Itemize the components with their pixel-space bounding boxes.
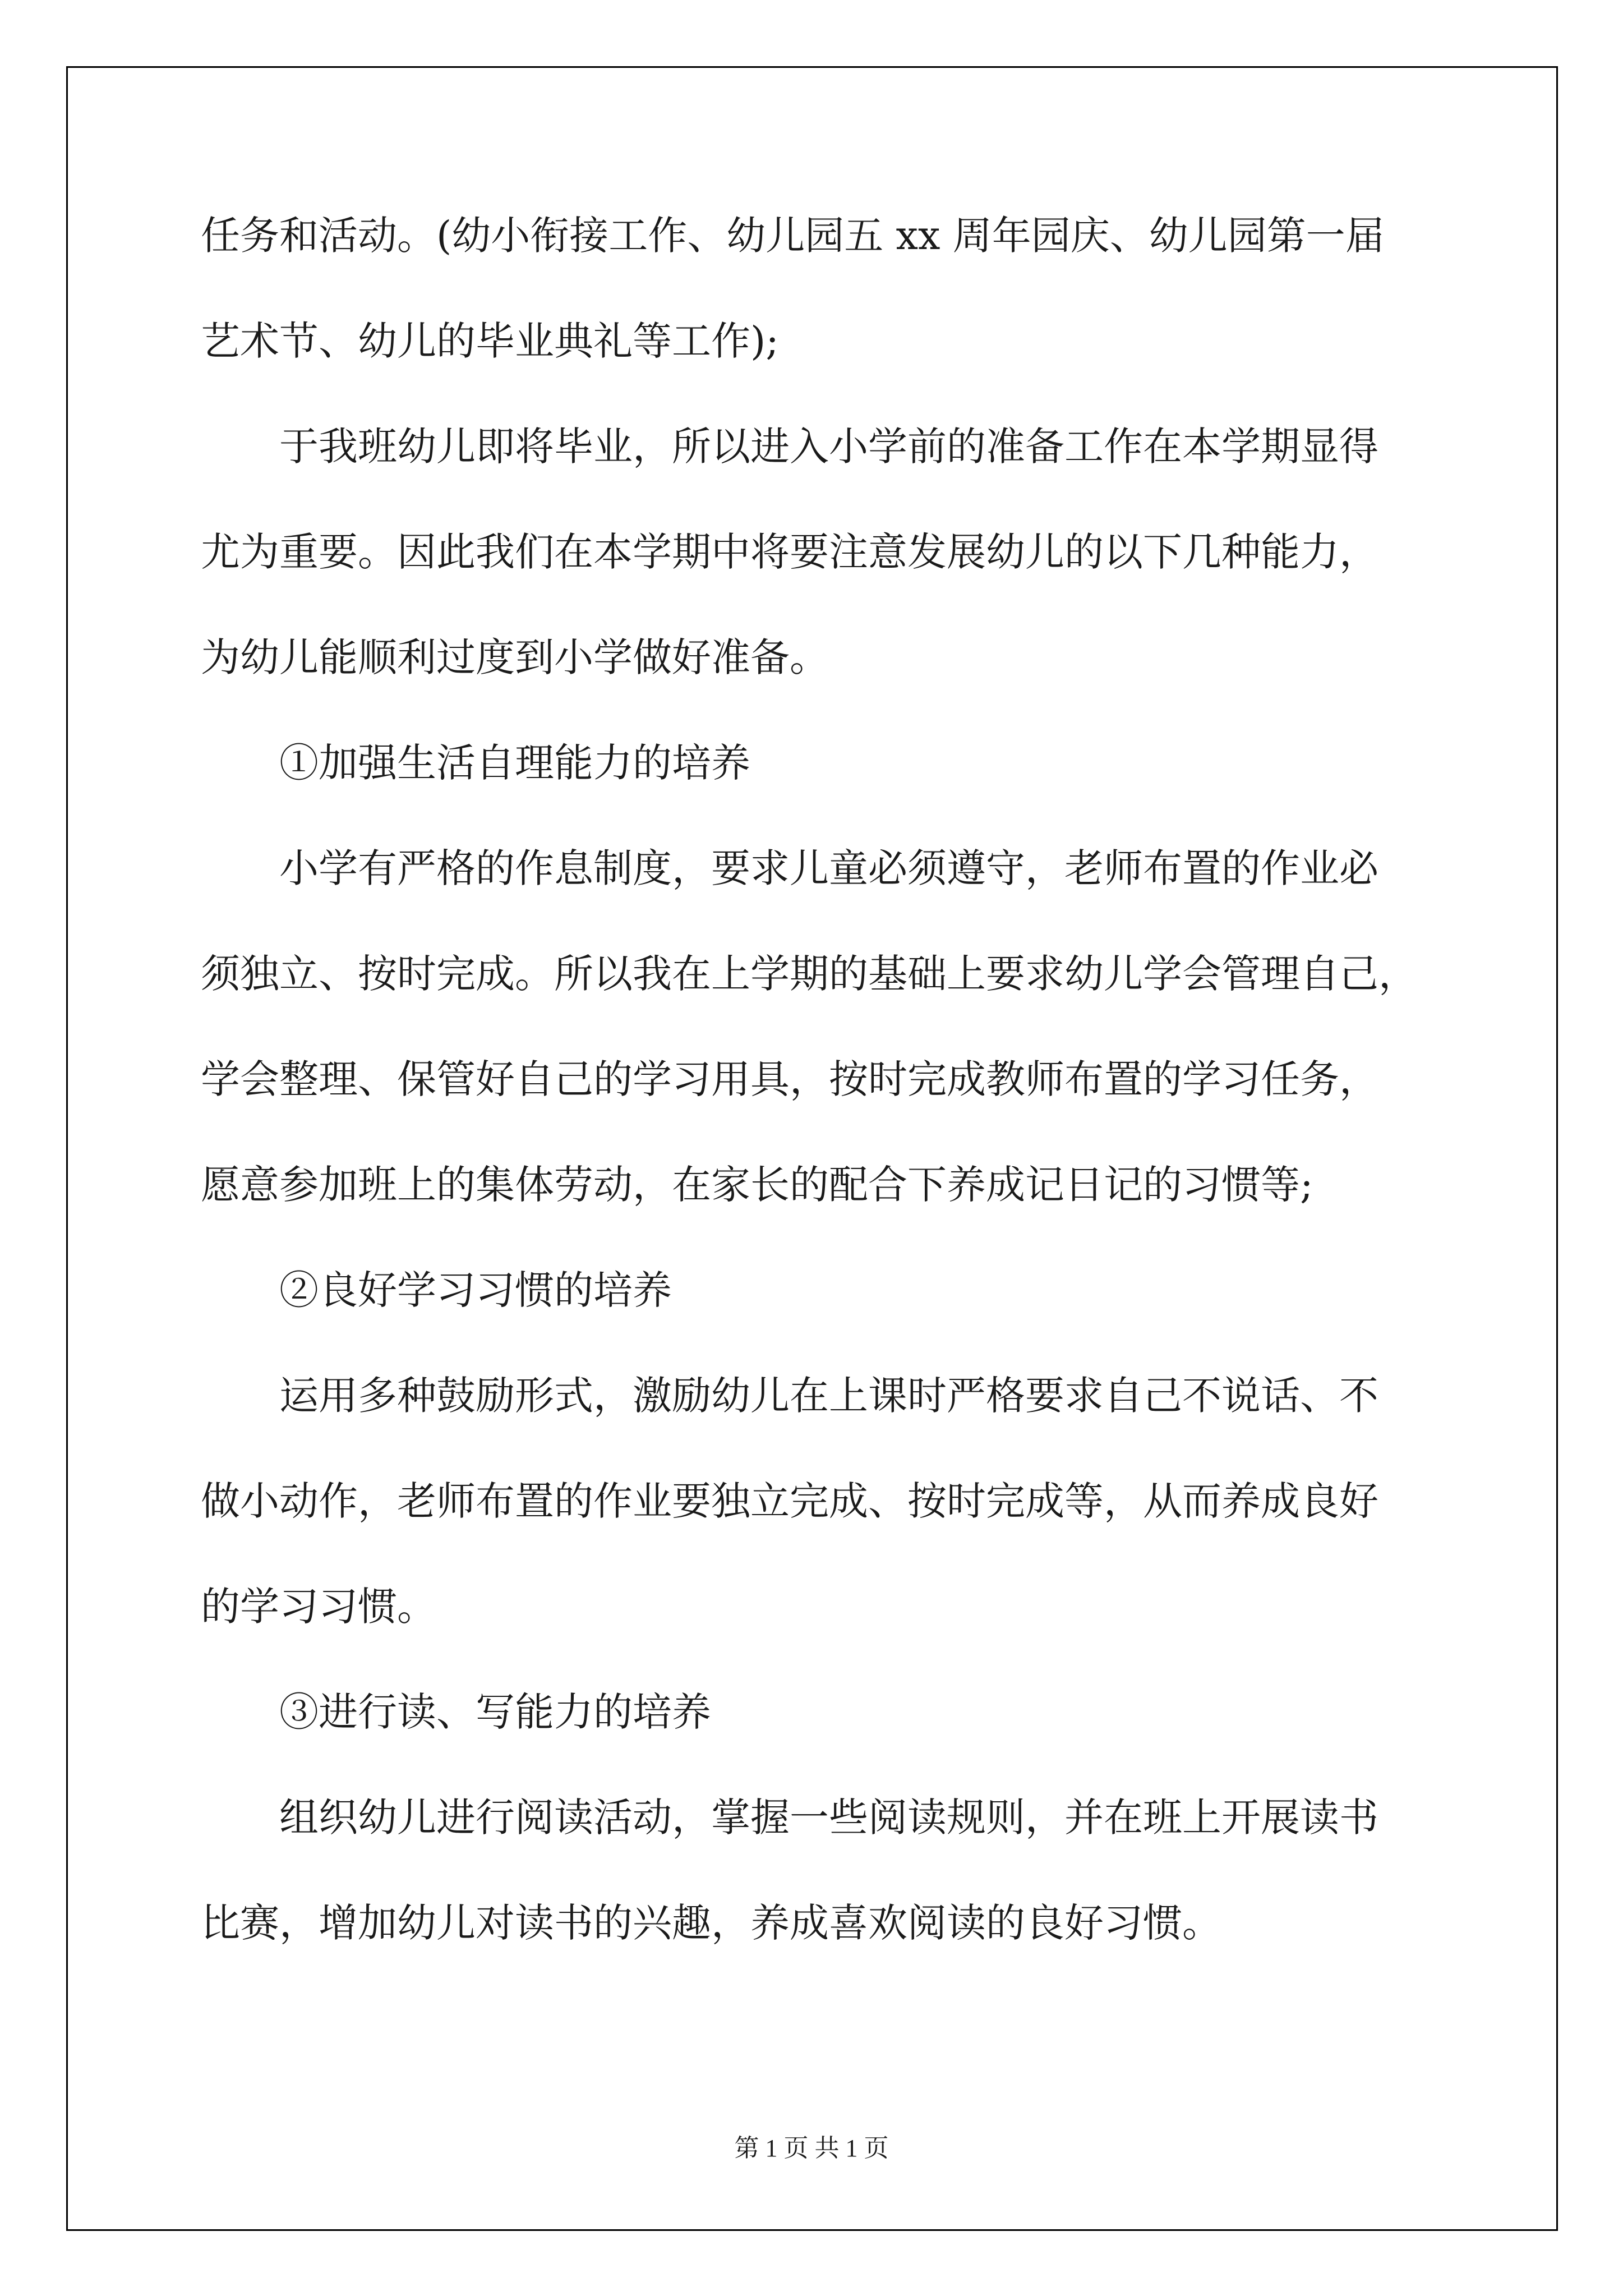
text-line: 为幼儿能顺利过度到小学做好准备。 <box>201 634 829 680</box>
text-line: 的学习习惯。 <box>201 1584 436 1630</box>
text-line: 任务和活动。(幼小衔接工作、幼儿园五 xx 周年园庆、幼儿园第一届 <box>201 213 1385 259</box>
text-line: 比赛，增加幼儿对读书的兴趣，养成喜欢阅读的良好习惯。 <box>201 1900 1221 1946</box>
paragraph-start-line: 小学有严格的作息制度，要求儿童必须遵守，老师布置的作业必 <box>279 845 1378 891</box>
section-heading-3: ③进行读、写能力的培养 <box>279 1689 711 1735</box>
text-line: 学会整理、保管好自己的学习用具，按时完成教师布置的学习任务， <box>201 1056 1378 1102</box>
section-heading-2: ②良好学习习惯的培养 <box>279 1267 672 1313</box>
section-heading-1: ①加强生活自理能力的培养 <box>279 740 750 786</box>
text-line: 做小动作，老师布置的作业要独立完成、按时完成等，从而养成良好 <box>201 1478 1378 1524</box>
text-line: 须独立、按时完成。所以我在上学期的基础上要求幼儿学会管理自己， <box>201 951 1418 997</box>
paragraph-start-line: 组织幼儿进行阅读活动，掌握一些阅读规则，并在班上开展读书 <box>279 1795 1378 1841</box>
page-footer: 第 1 页 共 1 页 <box>734 2134 889 2162</box>
text-line: 艺术节、幼儿的毕业典礼等工作); <box>201 318 779 364</box>
paragraph-start-line: 于我班幼儿即将毕业，所以进入小学前的准备工作在本学期显得 <box>279 424 1378 470</box>
paragraph-start-line: 运用多种鼓励形式，激励幼儿在上课时严格要求自己不说话、不 <box>279 1373 1378 1419</box>
text-line: 尤为重要。因此我们在本学期中将要注意发展幼儿的以下几种能力， <box>201 529 1378 575</box>
text-line: 愿意参加班上的集体劳动，在家长的配合下养成记日记的习惯等; <box>201 1162 1313 1208</box>
